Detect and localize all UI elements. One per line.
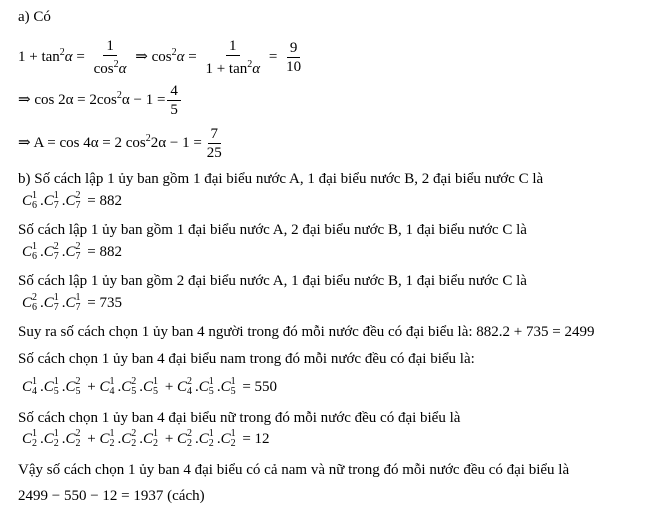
binomial-coefficient: C 1 2 bbox=[22, 428, 37, 449]
binomial-coefficient: C 1 2 bbox=[198, 428, 214, 449]
binomial-coefficient: C 1 4 bbox=[99, 376, 115, 397]
binomial-coefficient: C 2 6 bbox=[22, 292, 37, 313]
part-b-line-8: 2499 − 550 − 12 = 1937 (cách) bbox=[18, 488, 205, 504]
binomial-coefficient: C 1 7 bbox=[43, 190, 59, 211]
binomial-coefficient: C 2 2 bbox=[177, 428, 193, 449]
binomial-coefficient: C 1 7 bbox=[43, 292, 59, 313]
part-b-line-5: Số cách chọn 1 ủy ban 4 đại biểu nam trong đó mỗi nước đều có đại biểu là: bbox=[18, 351, 475, 367]
binomial-coefficient: C 2 2 bbox=[65, 428, 81, 449]
binomial-coefficient: C 1 2 bbox=[99, 428, 115, 449]
binomial-coefficient: C 2 4 bbox=[177, 376, 193, 397]
part-b-line-6: Số cách chọn 1 ủy ban 4 đại biểu nữ trong đó mỗi nước đều có đại biểu là bbox=[18, 410, 461, 426]
combination-expression-3: C 2 6 .C 1 7 .C 1 7 = 735 bbox=[22, 292, 123, 313]
equation-2: ⇒ $\cos 2\alpha = 2\cos^2\alpha - 1$ = $\frac{4}{5}$ bbox=[18, 83, 183, 118]
part-b-line-3: Số cách lập 1 ủy ban gồm 2 đại biểu nước A, 1 đại biểu nước B, 1 đại biểu nước C là bbox=[18, 273, 527, 289]
binomial-coefficient: C 1 5 bbox=[143, 376, 159, 397]
binomial-coefficient: C 1 2 bbox=[220, 428, 236, 449]
binomial-coefficient: C 1 2 bbox=[43, 428, 59, 449]
binomial-coefficient: C 2 7 bbox=[65, 241, 81, 262]
fraction: $\frac{9}{10}$ bbox=[286, 40, 302, 75]
combination-expression-6: C 1 2 .C 1 2 .C 2 2 + C 1 2 .C 2 2 .C 1 2 + C 2 2 .C 1 2 .C 1 2 = 12 bbox=[22, 428, 270, 449]
binomial-coefficient: C 2 7 bbox=[65, 190, 81, 211]
binomial-coefficient: C 1 2 bbox=[143, 428, 159, 449]
combination-expression-1: C 1 6 .C 1 7 .C 2 7 = 882 bbox=[22, 190, 123, 211]
combination-expression-2: C 1 6 .C 2 7 .C 2 7 = 882 bbox=[22, 241, 123, 262]
equation-1: $1 + \tan^2\alpha$ = $\frac{1}{\cos^2\alpha}$ ⇒ $\cos^2\alpha$ = $\frac{1}{1 + \tan^2\alpha}$ = $\frac{9}{10}$ bbox=[18, 38, 306, 77]
combination-expression-5: C 1 4 .C 1 5 .C 2 5 + C 1 4 .C 2 5 .C 1 5 + C 2 4 .C 1 5 .C 1 5 = 550 bbox=[22, 376, 278, 397]
binomial-coefficient: C 1 5 bbox=[198, 376, 214, 397]
part-b-line-2: Số cách lập 1 ủy ban gồm 1 đại biểu nước A, 2 đại biểu nước B, 1 đại biểu nước C là bbox=[18, 222, 527, 238]
fraction: $\frac{7}{25}$ bbox=[206, 126, 222, 161]
equation-3: ⇒ A = cos 4α = 2 $\cos^22\alpha - 1$ = $\frac{7}{25}$ bbox=[18, 126, 227, 161]
binomial-coefficient: C 1 6 bbox=[22, 241, 37, 262]
binomial-coefficient: C 2 2 bbox=[121, 428, 137, 449]
part-b-line-1: b) Số cách lập 1 ủy ban gồm 1 đại biểu nước A, 1 đại biểu nước B, 2 đại biểu nước C là bbox=[18, 171, 544, 187]
binomial-coefficient: C 2 5 bbox=[65, 376, 81, 397]
binomial-coefficient: C 1 4 bbox=[22, 376, 37, 397]
fraction: $\frac{1}{1 + \tan^2\alpha}$ bbox=[205, 38, 261, 77]
binomial-coefficient: C 2 5 bbox=[121, 376, 137, 397]
binomial-coefficient: C 1 6 bbox=[22, 190, 37, 211]
fraction: $\frac{4}{5}$ bbox=[167, 83, 181, 118]
binomial-coefficient: C 1 7 bbox=[65, 292, 81, 313]
part-b-line-4: Suy ra số cách chọn 1 ủy ban 4 người trong đó mỗi nước đều có đại biểu là: 882.2 + 735 = 2499 bbox=[18, 324, 595, 340]
binomial-coefficient: C 1 5 bbox=[220, 376, 236, 397]
fraction: $\frac{1}{\cos^2\alpha}$ bbox=[93, 38, 127, 77]
binomial-coefficient: C 1 5 bbox=[43, 376, 59, 397]
binomial-coefficient: C 2 7 bbox=[43, 241, 59, 262]
part-b-line-7: Vậy số cách chọn 1 ủy ban 4 đại biểu có cả nam và nữ trong đó mỗi nước đều có đại biểu là bbox=[18, 462, 570, 478]
part-a-heading: a) Có bbox=[18, 9, 51, 25]
